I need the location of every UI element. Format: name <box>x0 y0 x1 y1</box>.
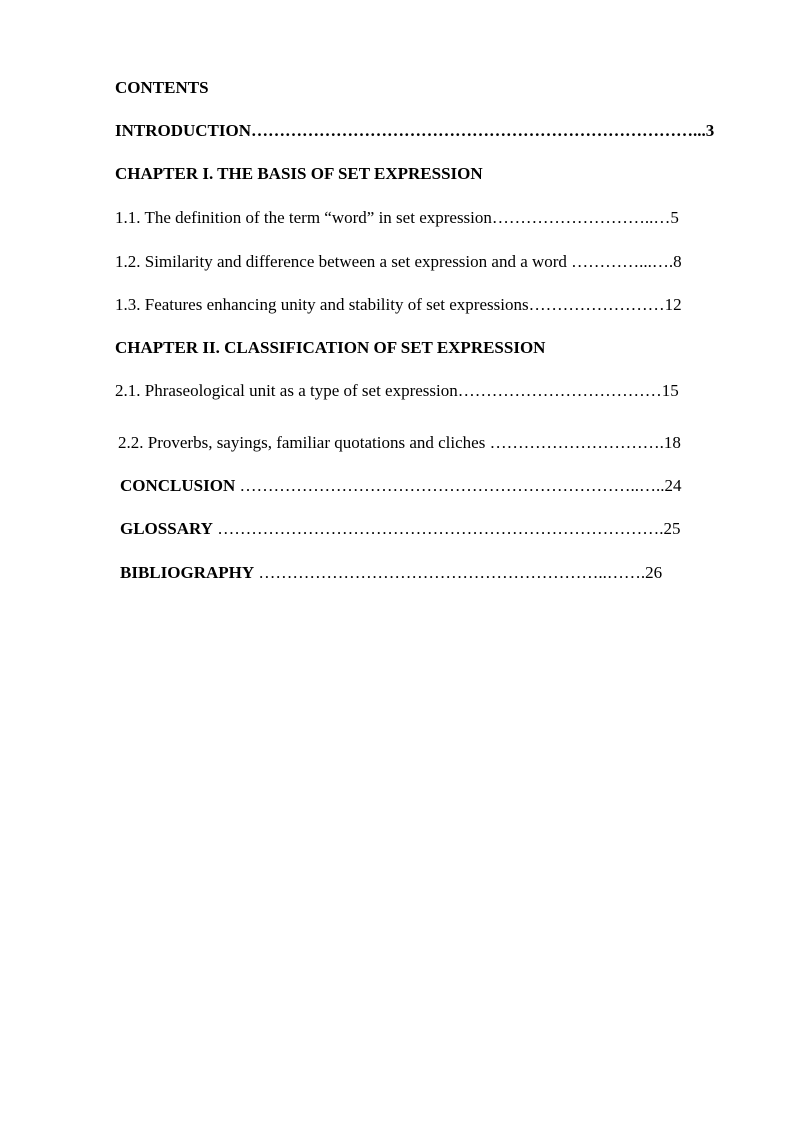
toc-entry-conclusion <box>120 476 682 496</box>
toc-entry-conclusion-leader: ……………………………………………………………..…..24 <box>235 476 682 495</box>
toc-entry-glossary-leader: …………………………………………………………………….25 <box>212 519 681 538</box>
toc-entry-1-3: 1.3. Features enhancing unity and stability of set expressions……………………12 <box>115 295 682 314</box>
toc-chapter-2-heading: CHAPTER II. CLASSIFICATION OF SET EXPRESSION <box>115 338 546 357</box>
toc-chapter-1-heading: CHAPTER I. THE BASIS OF SET EXPRESSION <box>115 164 483 183</box>
toc-entry-conclusion-text: CONCLUSION <box>120 476 236 495</box>
toc-entry-2-2: 2.2. Proverbs, sayings, familiar quotations and cliches ………………………….18 <box>118 433 681 452</box>
toc-entry-1-2: 1.2. Similarity and difference between a set expression and a word …………...….8 <box>115 252 682 271</box>
toc-entry-glossary-text: GLOSSARY <box>120 519 213 538</box>
toc-entry-2-1: 2.1. Phraseological unit as a type of set expression………………………………15 <box>115 381 679 400</box>
toc-entry-introduction: INTRODUCTION……………………………………………………………………...3 <box>115 121 715 140</box>
contents-heading: CONTENTS <box>115 78 209 97</box>
toc-entry-1-1: 1.1. The definition of the term “word” in set expression………………………..…5 <box>115 208 679 227</box>
toc-entry-bibliography <box>120 563 662 583</box>
toc-entry-bibliography-text: BIBLIOGRAPHY <box>120 563 255 582</box>
toc-entry-glossary <box>120 519 680 539</box>
toc-entry-bibliography-leader: ……………………………………………………..…….26 <box>254 563 663 582</box>
